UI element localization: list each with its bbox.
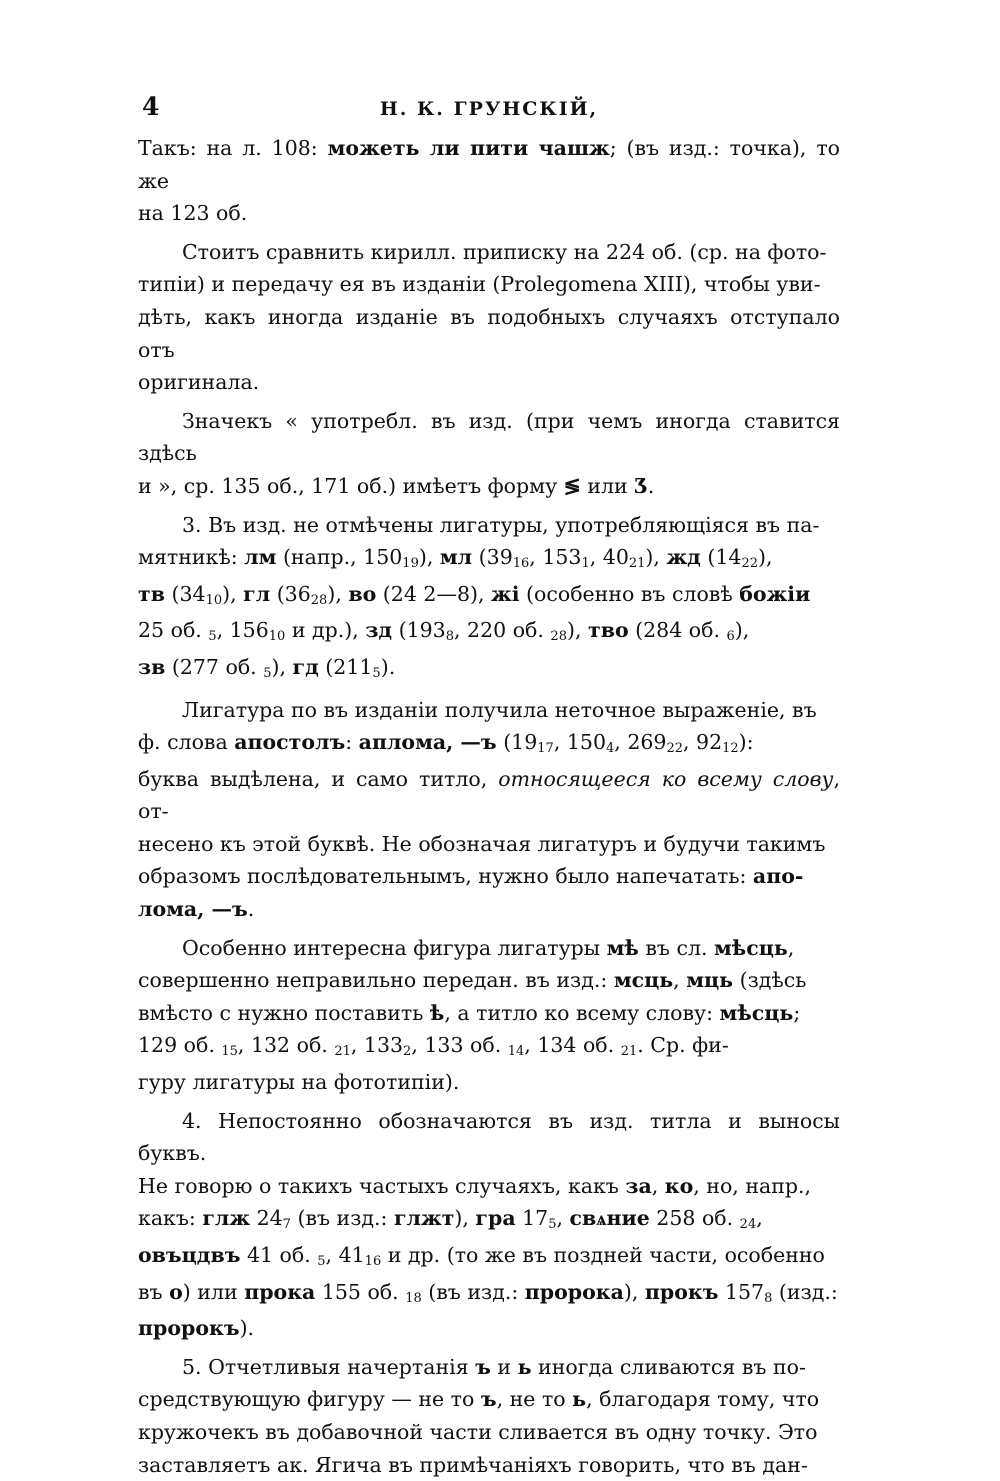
line-ref-number: 10 [268,629,286,645]
slavonic-word: гра [475,1206,516,1231]
text-line: кружочекъ въ добавочной части сливается въ одну точку. Это [138,1419,818,1444]
slavonic-word: глжт [393,1206,455,1231]
text-line: и », ср. 135 об., 171 об.) имѣетъ форму ≶ или Ʒ. [138,473,655,498]
slavonic-letter: ъ [475,1354,491,1379]
slavonic-letter: ѣ [429,1000,445,1025]
slavonic-word: пророка [524,1279,624,1304]
line-ref-number: 14 [507,1044,525,1060]
paragraph-1 [138,132,840,230]
text-line: какъ: глж $24_7$ (въ изд.: глжт), гра $17_5$, свѧние 258 об. $_{24}$, [138,1206,763,1233]
text-line: несено къ этой буквѣ. Не обозначая лигатуръ и будучи такимъ [138,831,826,856]
ligature: зв [138,654,166,679]
paragraph-6 [138,932,840,1099]
slavonic-word: ко [664,1173,694,1198]
book-page [138,92,840,1481]
line-ref-number: 15 [221,1044,238,1060]
text-line: буква выдѣлена, и само титло, относящееся ко всему слову, от- [138,766,840,824]
line-ref-number: 21 [628,556,646,572]
line-ref-number: 28 [550,629,567,645]
slavonic-word: глж [202,1206,251,1231]
ligature: жі [491,581,520,606]
text-line: 5. Отчетливыя начертанія ъ и ь иногда сливаются въ по- [182,1354,806,1379]
line-ref-number: 19 [402,556,419,572]
slavonic-word: аплома, —ъ [358,730,497,755]
slavonic-word: мсць [613,968,674,993]
slavonic-word: апо- [752,864,804,889]
slavonic-word: мѣсць [714,935,788,960]
line-ref-number: 4 [606,741,615,757]
slavonic-word: за [625,1173,652,1198]
line-ref-number: 16 [364,1254,382,1269]
slavonic-letter: ь [517,1354,532,1379]
ligature: зд [365,618,393,643]
line-ref-number: 16 [512,556,530,572]
slavonic-letter: ь [572,1387,587,1412]
text-line: образомъ послѣдовательнымъ, нужно было напечатать: апо- [138,864,804,889]
text-line: въ о) или прока 155 об. $_{18}$ (въ изд.: пророка), прокъ $157_8$ (изд.: [138,1279,838,1306]
ligature: мл [439,545,473,570]
line-ref-number: 5 [317,1254,326,1269]
ligature: гд [292,654,319,679]
text-line: тв $(34_{10})$, гл $(36_{28})$, во (24 2—8), жі (особенно въ словѣ божіи [138,581,811,608]
text-line: вмѣсто с нужно поставить ѣ, а титло ко всему слову: мѣсць; [138,1000,801,1025]
text-line: Не говорю о такихъ частыхъ случаяхъ, какъ за, ко, но, напр., [138,1173,812,1198]
line-ref-number: 2 [403,1044,412,1060]
sign-glyph-1: ≶ [563,473,581,498]
slavonic-word: овъцдвъ [138,1243,241,1267]
text-line: заставляетъ ак. Ягича въ примѣчаніяхъ говорить, что въ дан- [138,1452,808,1477]
line-ref-number: 22 [741,556,758,572]
line-ref-number: 12 [722,741,739,757]
text-line: 129 об. $_{15}$, 132 об. $_{21}$, $133_2$, 133 об. $_{14}$, 134 об. $_{21}$. Ср. фи- [138,1033,729,1060]
line-ref-number: 5 [548,1217,557,1233]
line-ref-number: 24 [739,1217,757,1233]
page-header [138,92,840,132]
text-line: гуру лигатуры на фототипіи). [138,1070,460,1095]
line-ref-number: 18 [405,1290,422,1306]
text-line: на 123 об. [138,201,248,226]
slavonic-word: мѣсць [719,1000,794,1025]
slavonic-word: мць [686,968,734,993]
text-line: 4. Непостоянно обозначаются въ изд. титла и выносы буквъ. [138,1108,840,1166]
line-ref-number: 8 [764,1290,773,1306]
line-ref-number: 1 [581,556,590,572]
text-line: овъцдвъ 41 об. $_5$, $41_{16}$ и др. (то же въ поздней части, особенно [138,1243,825,1269]
text-line: Лигатура по въ изданіи получила неточное выраженіе, въ [182,697,817,722]
text-line: Особенно интересна фигура лигатуры мѣ въ сл. мѣсць, [182,935,795,960]
line-ref-number: 8 [445,629,455,645]
slavonic-word: божіи [739,581,811,606]
ligature: гл [243,581,271,606]
line-ref-number: 5 [208,629,217,645]
text-line: Стоитъ сравнить кирилл. приписку на 224 об. (ср. на фото- [182,239,827,264]
paragraph-2 [138,236,840,399]
italic-phrase: относящееся ко всему слову [498,766,834,791]
text-line: зв (277 об. $_5$), гд $(211_5)$. [138,654,396,681]
text-line: Значекъ « употребл. въ изд. (при чемъ иногда ставится здѣсь [138,408,840,466]
slavonic-word: прока [244,1279,316,1304]
line-ref-number: 7 [282,1217,291,1233]
line-ref-number: 10 [205,592,223,608]
line-ref-number: 21 [334,1044,351,1060]
line-ref-number: 28 [310,592,328,608]
line-ref-number: 5 [263,665,272,681]
text-line: оригинала. [138,370,260,395]
paragraph-8 [138,1351,840,1481]
page-number: 4 [142,92,160,121]
text-line: совершенно неправильно передан. въ изд.: мсць, мць (здѣсь [138,968,807,993]
line-ref-number: 6 [726,629,735,645]
ligature: во [348,581,377,606]
slavonic-word: мѣ [606,935,639,960]
ligature: тв [138,581,165,606]
text-line: Такъ: на л. 108: можеть ли пити чашж; (въ изд.: точка), то же [138,136,840,193]
line-ref-number: 5 [372,665,381,681]
paragraph-5 [138,694,840,926]
running-head: Н. К. ГРУНСКІЙ, [379,98,599,120]
paragraph-4 [138,509,840,688]
line-ref-number: 17 [537,741,554,757]
text-line: ф. слова апостолъ: аплома, —ъ ($19_{17}$, $150_4$, $269_{22}$, $92_{12}$): [138,730,754,757]
text-line: дѣть, какъ иногда изданіе въ подобныхъ случаяхъ отступало отъ [138,304,840,362]
line-ref-number: 21 [620,1044,638,1060]
text-line: 25 об. $_5$, $156_{10}$ и др.), зд ($193_8$, 220 об. $_{28}$), тво (284 об. $_6$), [138,618,750,645]
slavonic-word: прокъ [644,1279,719,1304]
text-line: типіи) и передачу ея въ изданіи (Prolegomena XIII), чтобы уви- [138,272,821,297]
slavonic-word: пророкъ [138,1316,240,1341]
paragraph-7 [138,1105,840,1345]
ligature: тво [588,618,629,643]
text-line: пророкъ). [138,1316,255,1341]
text-line: средствующую фигуру — не то ъ, не то ь, благодаря тому, что [138,1387,820,1412]
text-line: лома, —ъ. [138,897,255,922]
text-line: мятникѣ: лм (напр., $150_{19}$), мл ($39_{16}$, $153_1$, $40_{21}$), жд $(14_{22})$, [138,545,773,572]
slavonic-letter: ъ [480,1387,497,1412]
line-ref-number: 22 [666,741,683,757]
ligature: лм [244,545,277,570]
ligature: жд [666,545,701,570]
slavonic-letter: о [169,1279,183,1304]
slavonic-word: свѧние [569,1206,650,1231]
paragraph-3 [138,405,840,503]
slavonic-word: лома, —ъ [138,897,248,922]
slavonic-word: апостолъ [234,730,346,755]
sign-glyph-2: Ʒ [634,473,648,498]
slavonic-quote: можеть ли пити чашж [327,136,610,160]
text-line: 3. Въ изд. не отмѣчены лигатуры, употребляющіяся въ па- [182,512,820,537]
